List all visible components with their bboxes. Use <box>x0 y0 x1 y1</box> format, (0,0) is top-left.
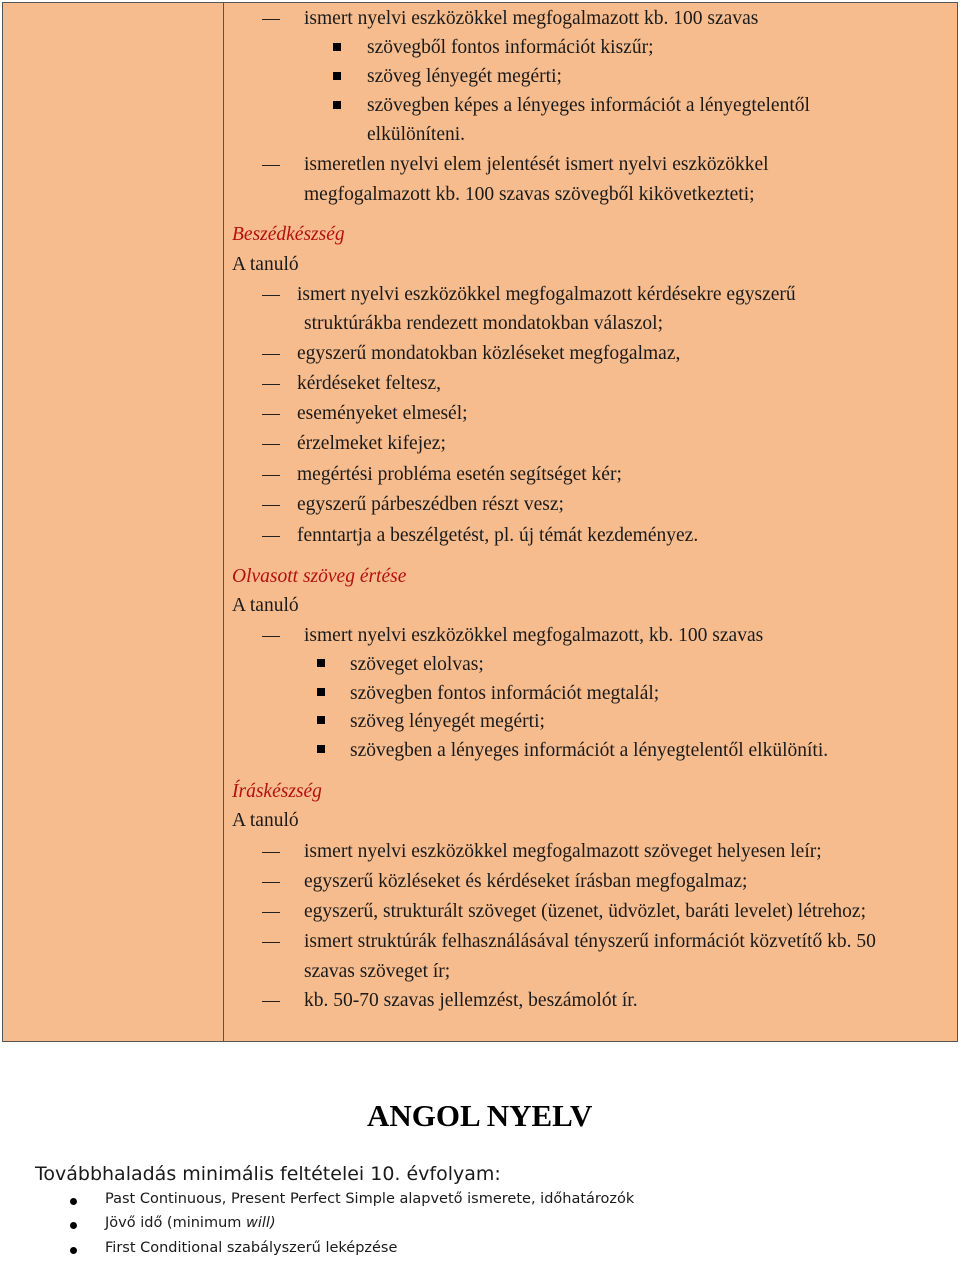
sub-item: szövegben fontos információt megtalál; <box>350 683 660 704</box>
section-heading: Íráskészség <box>232 781 322 802</box>
bullet-item <box>105 1216 276 1231</box>
section-intro: A tanuló <box>232 810 299 831</box>
list-item: érzelmeket kifejez; <box>297 433 446 454</box>
list-item-continued: szavas szöveget ír; <box>304 961 451 982</box>
dash-bullet <box>262 384 280 385</box>
dash-bullet <box>262 942 280 943</box>
sub-item: szöveget elolvas; <box>350 654 484 675</box>
sub-item: szövegből fontos információt kiszűr; <box>367 37 654 58</box>
dash-bullet <box>262 165 280 166</box>
sub-item-continued: elkülöníteni. <box>367 124 466 145</box>
dash-bullet <box>262 354 280 355</box>
square-bullet <box>333 72 341 80</box>
dash-bullet <box>262 19 280 20</box>
bullet-emphasis: will) <box>246 1215 276 1231</box>
list-item: fenntartja a beszélgetést, pl. új témát kezdeményez. <box>297 525 699 546</box>
dash-bullet <box>262 1001 280 1002</box>
list-item: egyszerű, strukturált szöveget (üzenet, üdvözlet, baráti levelet) létrehoz; <box>304 901 867 922</box>
dash-bullet <box>262 295 280 296</box>
dash-bullet <box>262 444 280 445</box>
dash-bullet <box>262 882 280 883</box>
sub-item: szövegben képes a lényeges információt a lényegtelentől <box>367 95 810 116</box>
dash-bullet <box>262 505 280 506</box>
list-item: ismert struktúrák felhasználásával tényszerű információt közvetítő kb. 50 <box>304 931 876 952</box>
section-heading: Olvasott szöveg értése <box>232 566 407 587</box>
dash-bullet <box>262 536 280 537</box>
square-bullet <box>317 688 325 696</box>
bullet-dot <box>70 1198 77 1205</box>
list-item: egyszerű mondatokban közléseket megfogalmaz, <box>297 343 681 364</box>
list-item: megértési probléma esetén segítséget kér; <box>297 464 622 485</box>
bullet-text: Jövő idő (minimum <box>105 1215 246 1231</box>
subtitle: Továbbhaladás minimális feltételei 10. évfolyam: <box>35 1163 501 1185</box>
section-intro: A tanuló <box>232 595 299 616</box>
page-title: ANGOL NYELV <box>367 1098 593 1133</box>
bullet-dot <box>70 1222 77 1229</box>
list-item: ismert nyelvi eszközökkel megfogalmazott kb. 100 szavas <box>304 8 759 29</box>
list-item: egyszerű közléseket és kérdéseket írásban megfogalmaz; <box>304 871 748 892</box>
list-item: ismert nyelvi eszközökkel megfogalmazott kérdésekre egyszerű <box>297 284 796 305</box>
list-item: ismeretlen nyelvi elem jelentését ismert nyelvi eszközökkel <box>304 154 769 175</box>
bullet-item: Past Continuous, Present Perfect Simple alapvető ismerete, időhatározók <box>105 1191 635 1207</box>
list-item: egyszerű párbeszédben részt vesz; <box>297 494 564 515</box>
sub-item: szöveg lényegét megérti; <box>367 66 562 87</box>
section-heading: Beszédkészség <box>232 224 345 245</box>
dash-bullet <box>262 636 280 637</box>
dash-bullet <box>262 912 280 913</box>
square-bullet <box>317 659 325 667</box>
list-item: ismert nyelvi eszközökkel megfogalmazott, kb. 100 szavas <box>304 625 764 646</box>
bullet-dot <box>70 1247 77 1254</box>
dash-bullet <box>262 475 280 476</box>
square-bullet <box>317 716 325 724</box>
column-divider <box>223 3 224 1041</box>
list-item: kérdéseket feltesz, <box>297 373 442 394</box>
dash-bullet <box>262 852 280 853</box>
bullet-item: First Conditional szabályszerű leképzése <box>105 1240 398 1256</box>
square-bullet <box>333 101 341 109</box>
section-intro: A tanuló <box>232 254 299 275</box>
sub-item: szöveg lényegét megérti; <box>350 711 545 732</box>
list-item-continued: struktúrákba rendezett mondatokban válaszol; <box>304 313 663 334</box>
sub-item: szövegben a lényeges információt a lényegtelentől elkülöníti. <box>350 740 829 761</box>
list-item: ismert nyelvi eszközökkel megfogalmazott szöveget helyesen leír; <box>304 841 822 862</box>
list-item-continued: megfogalmazott kb. 100 szavas szövegből kikövetkezteti; <box>304 184 755 205</box>
dash-bullet <box>262 414 280 415</box>
square-bullet <box>317 745 325 753</box>
list-item: eseményeket elmesél; <box>297 403 468 424</box>
list-item: kb. 50-70 szavas jellemzést, beszámolót ír. <box>304 990 638 1011</box>
square-bullet <box>333 43 341 51</box>
